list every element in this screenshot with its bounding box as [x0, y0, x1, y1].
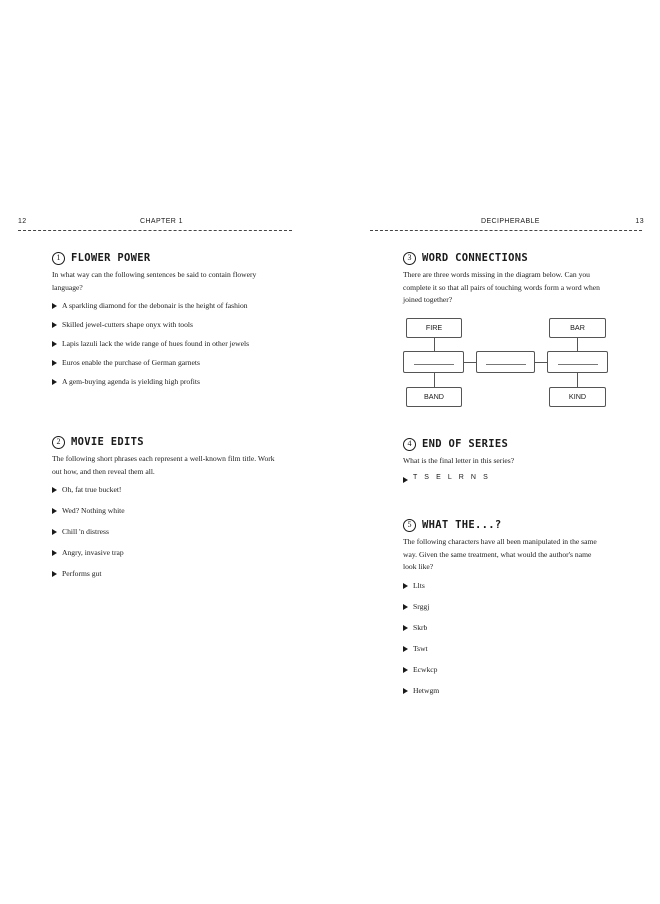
list-item: Srggj — [403, 601, 598, 613]
list-item: Skrb — [403, 622, 598, 634]
word-box-kind: KIND — [549, 387, 606, 407]
puzzle-flower-power — [52, 250, 277, 395]
puzzle-number-badge: 1 — [52, 252, 65, 265]
puzzle-intro: What is the final letter in this series? — [403, 456, 515, 465]
chapter-title: DECIPHERABLE — [481, 218, 540, 225]
answer-blank — [486, 364, 526, 365]
page-number: 12 — [18, 218, 27, 225]
puzzle-intro: The following short phrases each represent a well-known film title. Work out how, and then reveal them all. — [52, 454, 275, 476]
puzzle-end-of-series — [403, 436, 628, 481]
triangle-bullet-icon — [52, 303, 57, 309]
triangle-bullet-icon — [52, 379, 57, 385]
word-box-band: BAND — [406, 387, 462, 407]
triangle-bullet-icon — [52, 341, 57, 347]
puzzle-heading — [52, 434, 277, 450]
chapter-title: CHAPTER 1 — [140, 218, 183, 225]
word-box-bar: BAR — [549, 318, 606, 338]
connector-line — [577, 338, 578, 351]
header-divider — [18, 230, 292, 231]
connector-line — [434, 373, 435, 387]
puzzle-intro: The following characters have all been manipulated in the same way. Given the same treatment, what would the author's name look like? — [403, 537, 597, 571]
running-head — [330, 218, 660, 230]
connector-line — [577, 373, 578, 387]
triangle-bullet-icon — [52, 322, 57, 328]
puzzle-movie-edits — [52, 434, 277, 589]
triangle-bullet-icon — [52, 508, 57, 514]
list-item: Tswt — [403, 643, 598, 655]
puzzle-word-connections — [403, 250, 608, 408]
answer-blank — [558, 364, 598, 365]
list-item: A sparkling diamond for the debonair is the height of fashion — [52, 300, 262, 312]
puzzle-number-badge: 5 — [403, 519, 416, 532]
puzzle-title: WHAT THE...? — [422, 519, 502, 531]
triangle-bullet-icon — [52, 360, 57, 366]
list-item: Performs gut — [52, 568, 277, 580]
triangle-bullet-icon — [52, 487, 57, 493]
list-item: Skilled jewel-cutters shape onyx with tools — [52, 319, 262, 331]
puzzle-number-badge: 4 — [403, 438, 416, 451]
blank-box-middle[interactable] — [476, 351, 535, 373]
answer-blank — [414, 364, 454, 365]
list-item: Chill 'n distress — [52, 526, 277, 538]
triangle-bullet-icon — [403, 667, 408, 673]
puzzle-intro: There are three words missing in the diagram below. Can you complete it so that all pairs of touching words form a word when joined together? — [403, 270, 600, 304]
puzzle-number-badge: 2 — [52, 436, 65, 449]
puzzle-intro: In what way can the following sentences be said to contain flowery language? — [52, 270, 257, 292]
puzzle-item-list — [403, 580, 598, 697]
connector-line — [434, 338, 435, 351]
list-item: Lapis lazuli lack the wide range of hues found in other jewels — [52, 338, 262, 350]
triangle-bullet-icon — [52, 529, 57, 535]
connector-line — [464, 362, 476, 363]
puzzle-heading — [403, 436, 628, 452]
puzzle-number-badge: 3 — [403, 252, 416, 265]
triangle-bullet-icon — [403, 583, 408, 589]
puzzle-item-list — [52, 300, 262, 388]
triangle-bullet-icon — [52, 550, 57, 556]
list-item: Oh, fat true bucket! — [52, 484, 277, 496]
word-box-fire: FIRE — [406, 318, 462, 338]
list-item: Llts — [403, 580, 598, 592]
triangle-bullet-icon — [403, 477, 408, 483]
puzzle-heading — [403, 250, 608, 266]
right-page — [330, 0, 660, 904]
puzzle-item-list — [52, 484, 277, 580]
triangle-bullet-icon — [403, 646, 408, 652]
puzzle-title: FLOWER POWER — [71, 252, 151, 264]
list-item: Angry, invasive trap — [52, 547, 277, 559]
header-divider — [370, 230, 642, 231]
blank-box-left[interactable] — [403, 351, 464, 373]
puzzle-title: END OF SERIES — [422, 438, 509, 450]
letter-series: T S E L R N S — [403, 474, 628, 481]
puzzle-heading — [403, 517, 598, 533]
list-item: Euros enable the purchase of German garnets — [52, 357, 262, 369]
list-item: Hetwgm — [403, 685, 598, 697]
list-item: Wed? Nothing white — [52, 505, 277, 517]
running-head — [0, 218, 330, 230]
page-number: 13 — [635, 218, 644, 225]
triangle-bullet-icon — [403, 688, 408, 694]
list-item: A gem-buying agenda is yielding high profits — [52, 376, 262, 388]
puzzle-title: MOVIE EDITS — [71, 436, 144, 448]
triangle-bullet-icon — [403, 625, 408, 631]
connector-line — [535, 362, 547, 363]
puzzle-what-the — [403, 517, 598, 706]
puzzle-heading — [52, 250, 277, 266]
triangle-bullet-icon — [52, 571, 57, 577]
puzzle-title: WORD CONNECTIONS — [422, 252, 528, 264]
list-item: Ecwkcp — [403, 664, 598, 676]
word-diagram — [403, 318, 608, 408]
blank-box-right[interactable] — [547, 351, 608, 373]
triangle-bullet-icon — [403, 604, 408, 610]
